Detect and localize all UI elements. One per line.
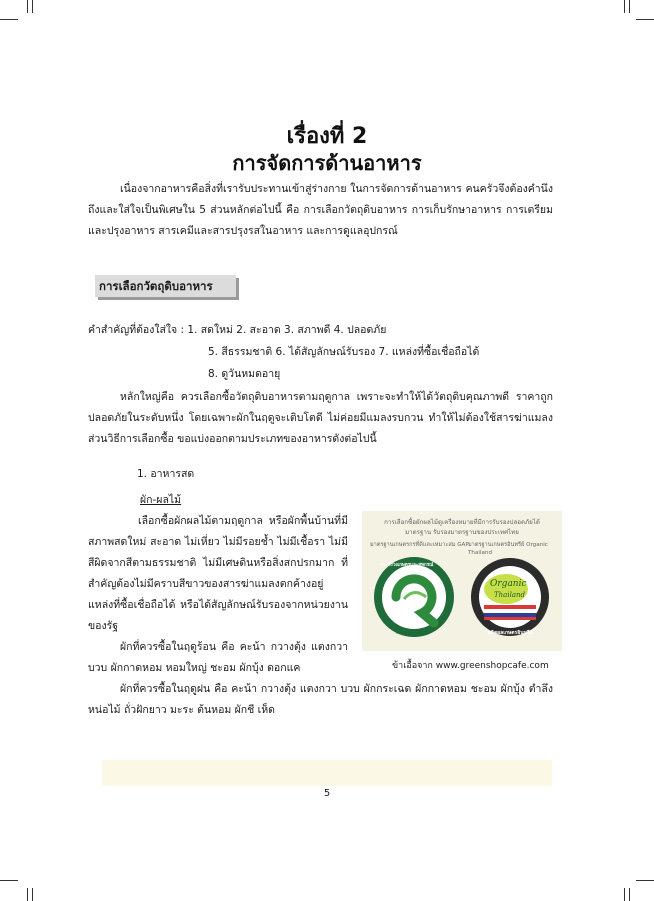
organic-logo-top-text: Organic: [490, 579, 527, 589]
page-number: 5: [323, 788, 331, 799]
image-caption: การเลือกซื้อผักผลไม้ดูเครื่องหมายที่มีการรับรองปลอดภัยได้มาตรฐาน รับรองมาตรฐานของประเทศไทย: [384, 519, 540, 536]
crop-mark: [624, 888, 625, 901]
gap-logo-ring-text: กระทรวงเกษตรและสหกรณ์: [380, 563, 434, 568]
hot-season-paragraph: ผักที่ควรซื้อในฤดูร้อน คือ คะน้า กวางตุ้ง แตงกวา บวบ ผักกาดหอม หอมใหญ่ ชะอม ผักบุ้ง ดอกแค: [88, 641, 348, 674]
crop-mark: [27, 0, 28, 13]
organic-logo-ring-text: ผลิตผลเกษตรอินทรีย์: [488, 630, 533, 636]
intro-paragraph: เนื่องจากอาหารคือสิ่งที่เรารับประทานเข้าสู่ร่างกาย ในการจัดการด้านอาหาร คนครัวจึงต้องคำนึงถึงและใส่ใจเป็นพิเศษใน 5 ส่วนหลักต่อไปนี้ คือ การเลือกวัตถุดิบอาหาร การเก็บรักษาอาหาร การเตรียมและปรุงอาหาร สารเคมีและสารปรุงรสในอาหาร และการดูแลอุปกรณ์: [88, 183, 553, 237]
crop-mark: [636, 19, 654, 20]
organic-caption: มาตรฐานเกษตรอินทรีย์ Organic Thailand: [468, 542, 548, 556]
gap-logo-bottom-text: การเกษตรปลอดภัย: [396, 630, 429, 635]
crop-mark: [27, 888, 28, 901]
footer-band: [102, 760, 552, 786]
vegetable-paragraph: เลือกซื้อผักผลไม้ตามฤดูกาล หรือผักพื้นบ้านที่มีสภาพสดใหม่ สะอาด ไม่เหี่ยว ไม่มีรอยช้ำ ไม่มีเชื้อรา ไม่มีสีผิดจากสีตามธรรมชาติ ไม่มีเศษดินหรือสิ่งสกปรกมาก ที่สำคัญต้องไม่มีคราบสีขาวของสารฆ่าแมลงตกค้างอยู่ แหล่งที่ซื้อเชื่อถือได้ หรือได้สัญลักษณ์รับรองจากหน่วยงานของรัฐ: [88, 515, 348, 632]
list-item-fresh-food: 1. อาหารสด: [137, 468, 195, 480]
crop-mark: [32, 0, 33, 13]
gap-caption: มาตรฐานเกษตรกรที่ดีและเหมาะสม GAP: [370, 542, 469, 548]
gap-q-logo-icon: [374, 557, 454, 637]
chapter-number-title: เรื่องที่ 2: [286, 124, 368, 149]
keywords-row-3: 8. ดูวันหมดอายุ: [208, 368, 281, 380]
crop-mark: [624, 0, 625, 13]
main-paragraph: หลักใหญ่คือ ควรเลือกซื้อวัตถุดิบอาหารตามฤดูกาล เพราะจะทำให้ได้วัตถุดิบคุณภาพดี ราคาถูก ปลอดภัยในระดับหนึ่ง โดยเฉพาะผักในฤดูจะเติบโตดี ไม่ค่อยมีแมลงรบกวน ทำให้ไม่ต้องใช้สารฆ่าแมลง ส่วนวิธีการเลือกซื้อ ขอแบ่งออกตามประเภทของอาหารดังต่อไปนี้: [88, 391, 553, 445]
crop-mark: [0, 880, 18, 881]
keywords-row-1: [88, 321, 386, 338]
crop-mark: [32, 888, 33, 901]
crop-mark: [636, 880, 654, 881]
keywords-label: คำสำคัญที่ต้องใส่ใจ :: [88, 324, 188, 336]
crop-mark: [0, 19, 18, 20]
crop-mark: [629, 888, 630, 901]
chapter-title: การจัดการด้านอาหาร: [232, 151, 422, 175]
keywords-items-1: 1. สดใหม่ 2. สะอาด 3. สภาพดี 4. ปลอดภัย: [187, 324, 387, 336]
sub-heading-vegetables: ผัก-ผลไม้: [140, 494, 182, 506]
crop-mark: [629, 0, 630, 13]
organic-logo-bottom-text: Thailand: [494, 591, 525, 599]
keywords-row-2: 5. สีธรรมชาติ 6. ได้สัญลักษณ์รับรอง 7. แหล่งที่ซื้อเชื่อถือได้: [208, 346, 480, 358]
rainy-season-paragraph: ผักที่ควรซื้อในฤดูฝน คือ คะน้า กวางตุ้ง แตงกวา บวบ ผักกระเฉด ผักกาดหอม ชะอม ผักบุ้ง ตำลึง หน่อไม้ ถั่วฝักยาว มะระ ต้นหอม ผักชี เห็ด: [88, 683, 553, 716]
image-source-caption: ข้าเอื้อจาก www.greenshopcafe.com: [392, 661, 549, 671]
certification-image: [362, 511, 562, 651]
section-heading: การเลือกวัตถุดิบอาหาร: [95, 275, 236, 297]
